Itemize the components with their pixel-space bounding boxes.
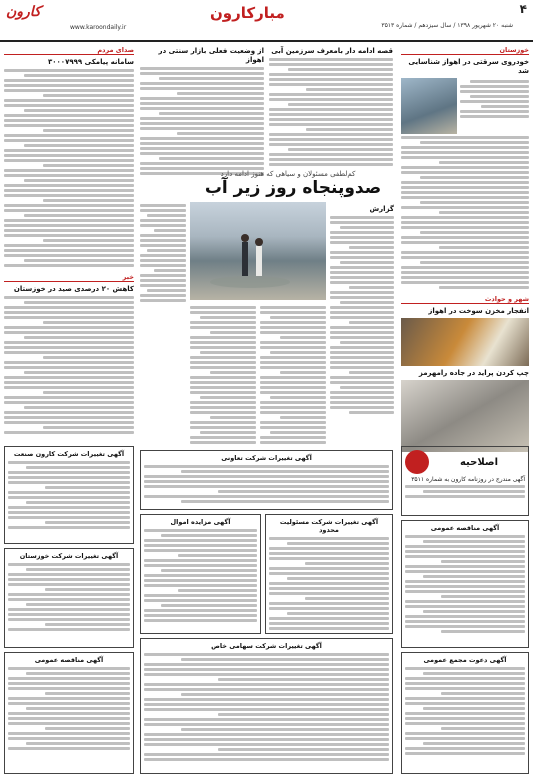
- notice-box-mid-3: [140, 514, 261, 634]
- lead-headline: صدوپنجاه روز زیر آب: [204, 178, 382, 198]
- karoon-logo: کارون: [6, 4, 41, 20]
- right-section-label: خوزستان: [401, 46, 529, 55]
- notice-box-right-1: [401, 520, 529, 648]
- notice-box-mid-1: [140, 450, 393, 510]
- notice-box-mid-2: [265, 514, 393, 634]
- left-section-label-2: خبر: [4, 273, 134, 282]
- notice-box-mid-4: [140, 638, 393, 774]
- notice-title: آگهی تغییرات شرکت کارون صنعت: [13, 450, 125, 458]
- lead-photo-flood: [190, 202, 326, 300]
- people-in-water-icon: [190, 202, 326, 300]
- notice-box-right-2: [401, 652, 529, 774]
- notice-title: آگهی تغییرات شرکت سهامی خاص: [211, 642, 322, 650]
- notice-title: آگهی مناقصه عمومی: [430, 524, 500, 532]
- car-crash-photo: [401, 380, 529, 452]
- correction-title: اصلاحیه: [459, 456, 499, 468]
- notice-title: آگهی تغییرات شرکت خوزستان: [19, 552, 119, 560]
- notice-title: آگهی مناقصه عمومی: [34, 656, 104, 664]
- issue-info: شنبه ۲۰ شهریور ۱۳۹۸ / سال سیزدهم / شماره ۳۵۱۳: [381, 22, 513, 29]
- notice-title: آگهی دعوت مجمع عمومی: [423, 656, 507, 664]
- left-column: [4, 44, 134, 436]
- middle-headline-right: قصه ادامه دار بامعرف سرزمین آبی: [271, 47, 393, 55]
- notice-title: آگهی تغییرات شرکت تعاونی: [221, 454, 312, 462]
- right-headline-3: چپ کردن پراید در جاده رامهرمز: [418, 369, 529, 377]
- sms-service-title: سامانه پیامکی ۳۰۰۰۷۹۹۹: [47, 58, 134, 66]
- notice-box-left-2: [4, 548, 134, 648]
- right-section-label-2: شهر و حوادث: [401, 295, 529, 304]
- right-headline: خودروی سرقتی در اهواز شناسایی شد: [408, 58, 529, 75]
- page-number: ۴: [519, 2, 527, 16]
- notice-title: آگهی مزایده اموال: [170, 518, 231, 526]
- correction-box: [401, 446, 529, 516]
- news-photo-right: [401, 78, 457, 134]
- notice-box-left-1: [4, 446, 134, 544]
- notice-box-left-3: [4, 652, 134, 774]
- website-link[interactable]: www.karoondaily.ir: [70, 24, 127, 31]
- middle-top: [140, 44, 393, 177]
- right-headline-2: انفجار مخزن سوخت در اهواز: [428, 307, 529, 315]
- lead-text-body: [190, 304, 326, 446]
- correction-text: آگهی مندرج در روزنامه کارون به شماره ۳۵۱۱: [411, 476, 525, 483]
- notice-title: آگهی تغییرات شرکت مسئولیت محدود: [279, 518, 379, 534]
- newspaper-logo: مبارکارون: [210, 4, 285, 22]
- middle-headline-left: از وضعیت فعلی بازار سنتی در اهواز: [158, 47, 264, 64]
- left-headline: کاهش ۲۰ درصدی صید در خوزستان: [13, 285, 134, 293]
- lead-kicker: کم‌لطفی مسئولان و سیاهی که هنوز ادامه دارد: [220, 170, 356, 178]
- right-column: [401, 44, 529, 452]
- masthead: [0, 0, 533, 42]
- lead-caption: گزارش: [369, 205, 394, 213]
- newspaper-emblem-icon: [405, 450, 429, 474]
- left-section-label: صدای مردم: [4, 46, 134, 55]
- lead-sidebar-text: [330, 202, 394, 416]
- lead-text-left: [140, 202, 186, 304]
- fire-photo: [401, 318, 529, 366]
